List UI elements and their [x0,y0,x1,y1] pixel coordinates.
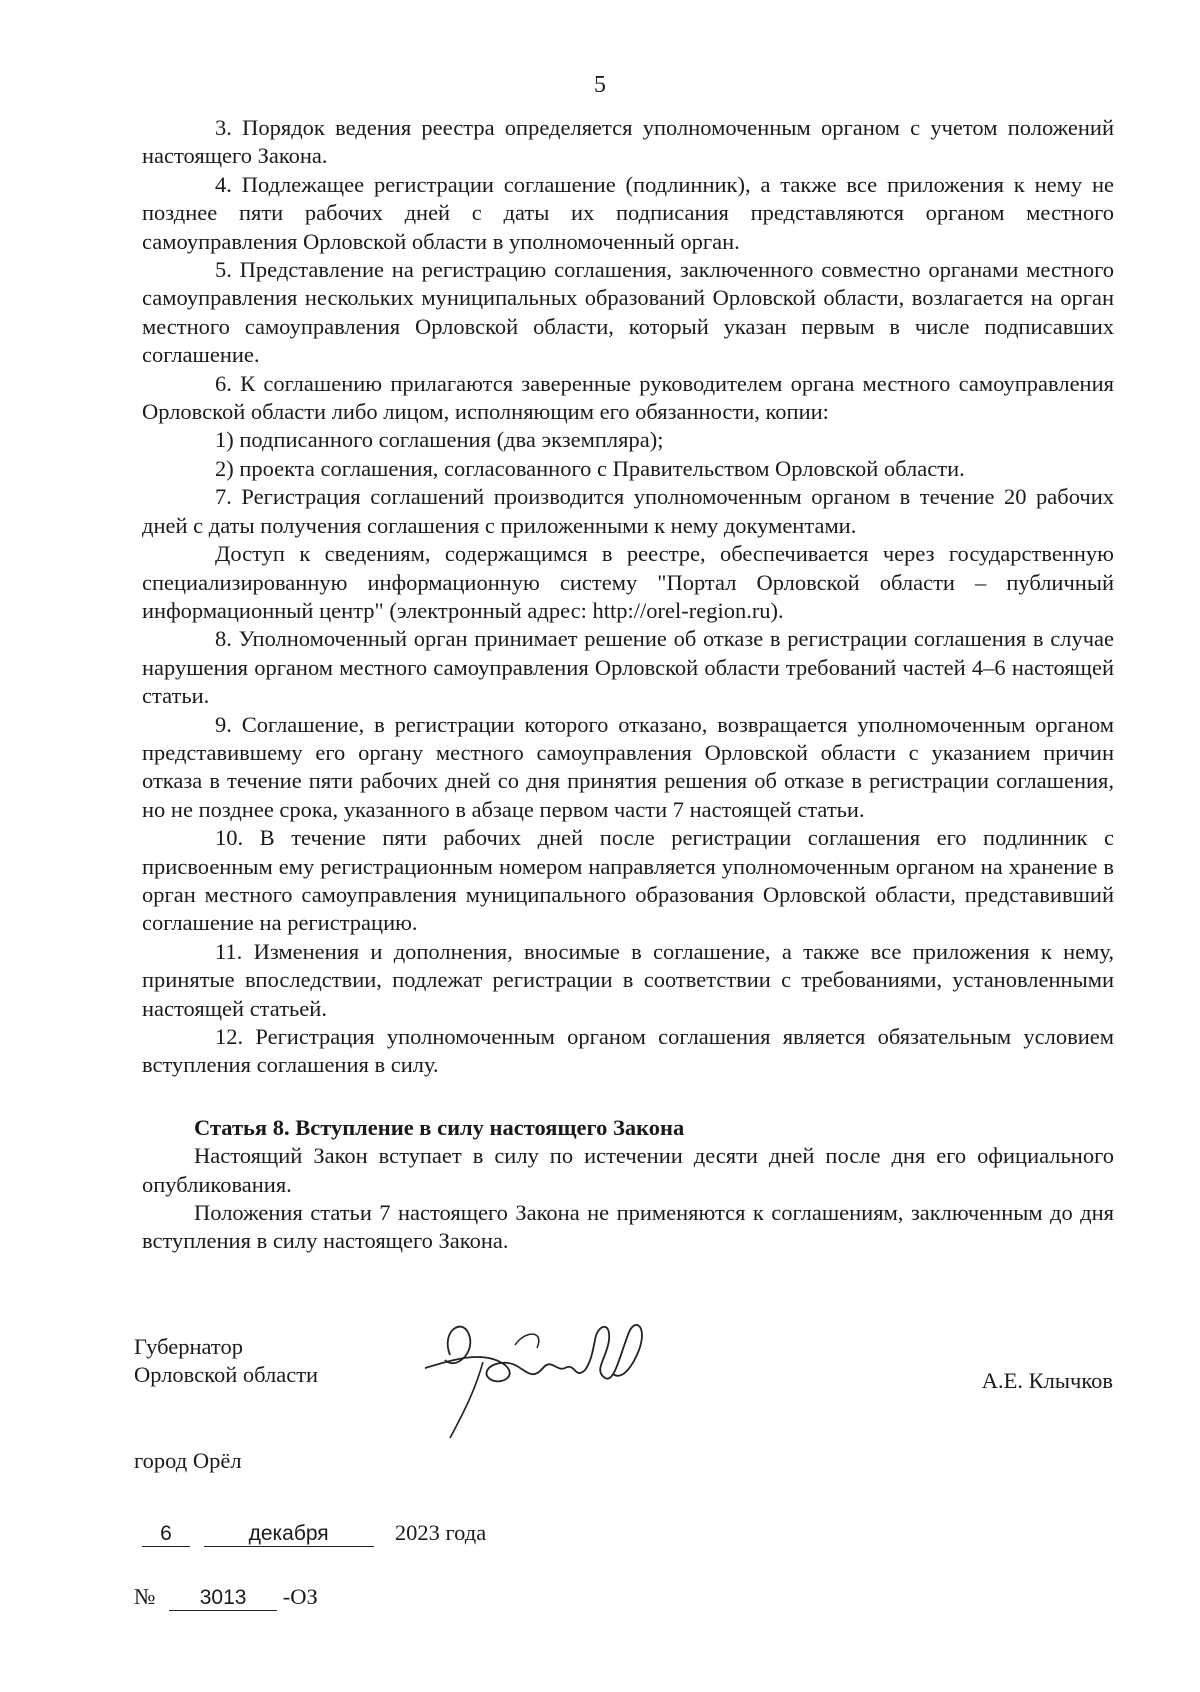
paragraph-7: 7. Регистрация соглашений производится уполномоченным органом в течение 20 рабочих дней с даты получения соглашения с приложенными к нему документами. [142,484,1114,538]
place-of-signing: город Орёл [134,1448,242,1473]
number-value: 3013 [169,1586,277,1611]
date-month: декабря [204,1522,374,1547]
paragraph-9: 9. Соглашение, в регистрации которого отказано, возвращается уполномоченным органом представившему его органу местного самоуправления Орловской области с указанием причин отказа в течение пяти рабочих дней со дня принятия решения об отказе в регистрации соглашения, но не позднее срока, указанного в абзаце первом части 7 настоящей статьи. [142,711,1114,822]
paragraph-3: 3. Порядок ведения реестра определяется уполномоченным органом с учетом положений настоящего Закона. [142,115,1114,169]
number-suffix: -ОЗ [282,1584,318,1609]
article-8-paragraph-1: Настоящий Закон вступает в силу по истечении десяти дней после дня его официального опубликования. [142,1143,1114,1197]
date-day: 6 [142,1522,190,1547]
paragraph-7-access: Доступ к сведениям, содержащимся в реестре, обеспечивается через государственную специализированную информационную систему "Портал Орловской области – публичный информационный центр" (электронный адрес: http://orel-region.ru). [142,541,1114,623]
signatory-title-line-2: Орловской области [134,1362,319,1387]
paragraph-10: 10. В течение пяти рабочих дней после регистрации соглашения его подлинник с присвоенным ему регистрационным номером направляется уполномоченным органом на хранение в орган местного самоуправления муниципального образования Орловской области, представивший соглашение на регистрацию. [142,825,1114,936]
signatory-title-line-1: Губернатор [134,1334,243,1359]
signatory-title [134,1333,318,1389]
signing-date [134,1520,486,1547]
article-8-paragraph-2: Положения статьи 7 настоящего Закона не применяются к соглашениям, заключенным до дня вступления в силу настоящего Закона. [142,1200,1114,1254]
signatory-name: А.Е. Клычков [981,1368,1113,1393]
paragraph-5: 5. Представление на регистрацию соглашения, заключенного совместно органами местного самоуправления нескольких муниципальных образований Орловской области, возлагается на орган местного самоуправления Орловской области, который указан первым в числе подписавших соглашение. [142,257,1114,368]
paragraph-6: 6. К соглашению прилагаются заверенные руководителем органа местного самоуправления Орловской области либо лицом, исполняющим его обязанности, копии: [142,370,1114,425]
number-prefix: № [134,1584,156,1609]
paragraph-11: 11. Изменения и дополнения, вносимые в соглашение, а также все приложения к нему, принятые впоследствии, подлежат регистрации в соответствии с требованиями, установленными настоящей статьей. [142,938,1114,1021]
paragraph-4: 4. Подлежащее регистрации соглашение (подлинник), а также все приложения к нему не позднее пяти рабочих дней с даты их подписания представляются органом местного самоуправления Орловской области в уполномоченный орган. [142,171,1114,254]
paragraph-6-item-1: 1) подписанного соглашения (два экземпляра); [215,427,664,453]
paragraph-8: 8. Уполномоченный орган принимает решение об отказе в регистрации соглашения в случае нарушения органом местного самоуправления Орловской области требований частей 4–6 настоящей статьи. [142,626,1114,709]
paragraph-6-item-2: 2) проекта соглашения, согласованного с Правительством Орловской области. [215,455,965,481]
page-number: 5 [594,72,606,98]
paragraph-12: 12. Регистрация уполномоченным органом соглашения является обязательным условием вступления соглашения в силу. [142,1024,1114,1078]
law-text [142,114,1114,1256]
handwritten-signature [425,1310,655,1440]
article-8-heading: Статья 8. Вступление в силу настоящего Закона [194,1114,685,1140]
date-year: 2023 года [394,1520,487,1545]
law-number [134,1584,318,1611]
